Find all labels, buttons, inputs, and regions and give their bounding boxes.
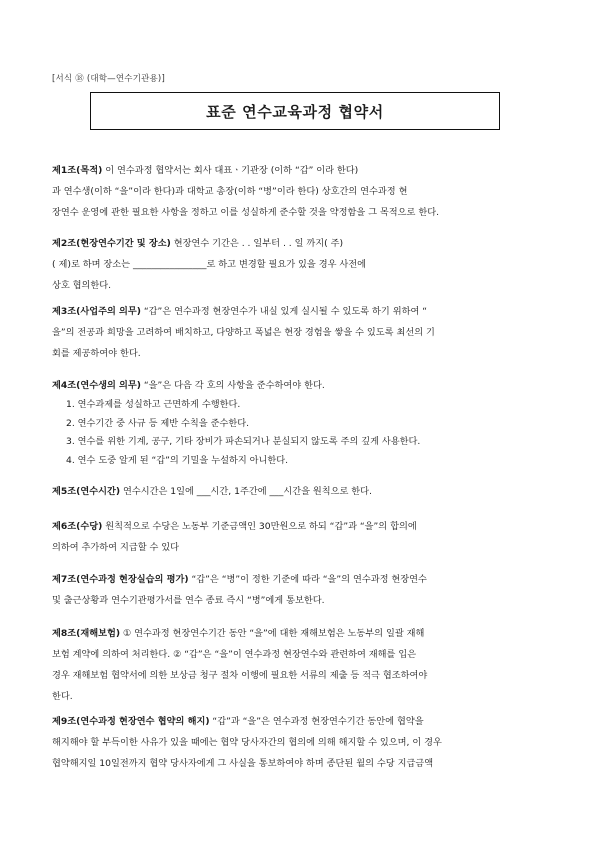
article-text: 장연수 운영에 관한 필요한 사항을 정하고 이를 성실하게 준수할 것을 약정함을 그 목적으로 한다. bbox=[52, 207, 440, 218]
list-item: 1. 연수과제를 성실하고 근면하게 수행한다. bbox=[66, 399, 241, 410]
article-text: 이 연수과정 협약서는 회사 대표ㆍ기관장 (이하 “갑” 이라 한다) bbox=[102, 165, 359, 176]
article-text: ( 제)로 하며 장소는 ________________로 하고 변경할 필요가 있을 경우 사전에 bbox=[52, 259, 367, 270]
article-text: 한다. bbox=[52, 691, 73, 702]
article-text: 협약해지일 10일전까지 협약 당사자에게 그 사실을 통보하여야 하며 종단된 월의 수당 지급금액 bbox=[52, 758, 434, 769]
article-text: “갑”은 “병”이 정한 기준에 따라 “을”의 연수과정 현장연수 bbox=[188, 574, 427, 585]
article-text: 과 연수생(이하 “을”이라 한다)과 대학교 총장(이하 “병”이라 한다) 상호간의 연수과정 현 bbox=[52, 186, 408, 197]
article-text: 을”의 전공과 희망을 고려하여 배치하고, 다양하고 폭넓은 현장 경험을 쌓을 수 있도록 최선의 기 bbox=[52, 327, 435, 338]
article-2 bbox=[52, 233, 548, 296]
article-text: 연수시간은 1일에 ___시간, 1주간에 ___시간을 원칙으로 한다. bbox=[120, 486, 372, 497]
article-heading: 제9조(연수과정 현장연수 협약의 해지) bbox=[52, 716, 210, 727]
article-heading: 제1조(목적) bbox=[52, 165, 103, 176]
list-item: 3. 연수를 위한 기계, 공구, 기타 장비가 파손되거나 분실되지 않도록 주의 깊게 사용한다. bbox=[66, 436, 421, 447]
article-heading: 제3조(사업주의 의무) bbox=[52, 306, 141, 317]
article-text: 의하여 추가하여 지급할 수 있다 bbox=[52, 542, 180, 553]
article-text: ① 연수과정 현장연수기간 동안 “을”에 대한 재해보험은 노동부의 일괄 재해 bbox=[120, 628, 425, 639]
article-text: 회를 제공하여야 한다. bbox=[52, 348, 141, 359]
article-5 bbox=[52, 481, 548, 502]
article-text: 상호 협의한다. bbox=[52, 280, 112, 291]
list-item: 2. 연수기간 중 사규 등 제반 수칙을 준수한다. bbox=[66, 417, 250, 429]
article-text: “갑”은 연수과정 현장연수가 내실 있게 실시될 수 있도록 하기 위하여 “ bbox=[141, 306, 428, 317]
article-3 bbox=[52, 301, 548, 364]
article-7 bbox=[52, 569, 548, 611]
article-text: 현장연수 기간은 . . 일부터 . . 일 까지( 주) bbox=[170, 238, 344, 249]
article-heading: 제6조(수당) bbox=[52, 521, 103, 532]
article-text: “갑”과 “을”은 연수과정 현장연수기간 동안에 협약을 bbox=[209, 716, 424, 727]
article-heading: 제2조(현장연수기간 및 장소) bbox=[52, 238, 171, 249]
article-heading: 제8조(재해보험) bbox=[52, 628, 121, 639]
article-text: 해지해야 할 부득이한 사유가 있을 때에는 협약 당사자간의 협의에 의해 해지할 수 있으며, 이 경우 bbox=[52, 737, 442, 748]
article-heading: 제7조(연수과정 현장실습의 평가) bbox=[52, 574, 189, 585]
article-4 bbox=[52, 375, 548, 470]
article-6 bbox=[52, 516, 548, 558]
list-item: 4. 연수 도중 알게 된 “갑”의 기밀을 누설하지 아니한다. bbox=[66, 454, 289, 466]
title-box bbox=[90, 92, 500, 130]
article-text: 보험 계약에 의하여 처리한다. ② “갑”은 “을”이 연수과정 현장연수와 관련하여 재해를 입은 bbox=[52, 649, 417, 660]
article-8 bbox=[52, 623, 548, 707]
article-9 bbox=[52, 711, 548, 774]
article-text: 원칙적으로 수당은 노동부 기준금액인 30만원으로 하되 “갑”과 “을”의 합의에 bbox=[102, 521, 417, 532]
document-title: 표준 연수교육과정 협약서 bbox=[206, 102, 384, 121]
article-text: 경우 재해보험 협약서에 의한 보상금 청구 절차 이행에 필요한 서류의 제출 등 적극 협조하여야 bbox=[52, 670, 428, 681]
article-text: “을”은 다음 각 호의 사항을 준수하여야 한다. bbox=[141, 380, 325, 391]
article-1 bbox=[52, 160, 548, 223]
article-text: 및 출근상황과 연수기관평가서를 연수 종료 즉시 “병”에게 통보한다. bbox=[52, 595, 325, 606]
article-heading: 제5조(연수시간) bbox=[52, 486, 121, 497]
form-label: [서식 ⑱ (대학—연수기관용)] bbox=[52, 74, 165, 84]
article-heading: 제4조(연수생의 의무) bbox=[52, 380, 141, 391]
